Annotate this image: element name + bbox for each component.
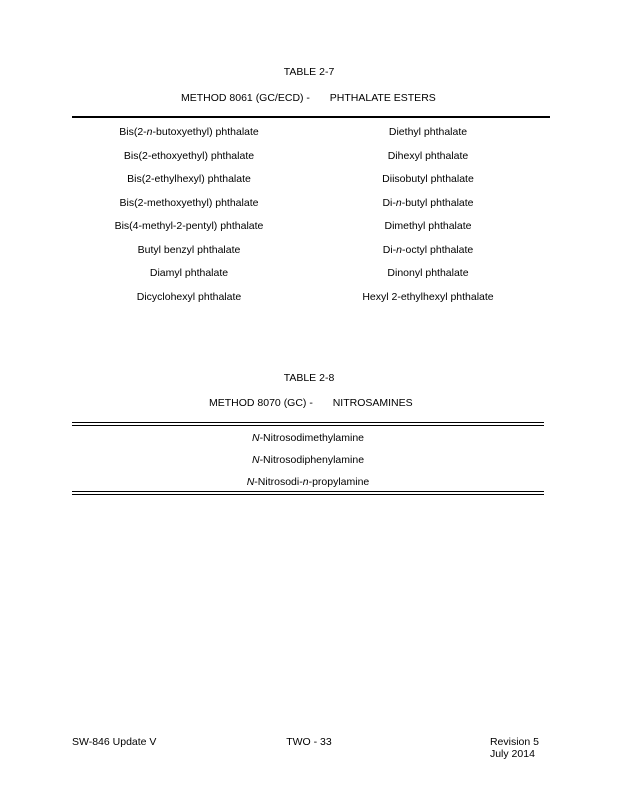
phthalate-right-item: Dihexyl phthalate xyxy=(387,149,469,162)
phthalate-left-item: Bis(2-n-butoxyethyl) phthalate xyxy=(119,126,259,138)
phthalate-right-item: Di-n-butyl phthalate xyxy=(382,196,474,209)
table-2-8-method: METHOD 8070 (GC) - xyxy=(209,397,313,409)
nitrosamine-item: N-Nitrosodi-n-propylamine xyxy=(246,476,370,488)
footer-right xyxy=(490,736,539,760)
table-2-7-caption: TABLE 2-7 xyxy=(283,66,335,78)
phthalate-right-item: Dimethyl phthalate xyxy=(384,220,472,232)
phthalate-left-item: Bis(2-methoxyethyl) phthalate xyxy=(119,196,259,209)
phthalate-right-item: Di-n-octyl phthalate xyxy=(382,243,474,256)
table-2-8-title xyxy=(209,397,413,409)
table-2-8-top-rule-1 xyxy=(72,422,544,423)
table-2-7-group: PHTHALATE ESTERS xyxy=(329,92,436,104)
footer-left: SW-846 Update V xyxy=(72,736,157,748)
phthalate-left-item: Bis(2-ethylhexyl) phthalate xyxy=(127,173,251,185)
table-2-8-group: NITROSAMINES xyxy=(332,397,413,409)
footer-date: July 2014 xyxy=(489,748,535,760)
phthalate-right-item: Diethyl phthalate xyxy=(388,126,468,138)
phthalate-right-item: Dinonyl phthalate xyxy=(387,267,469,279)
footer-revision: Revision 5 xyxy=(489,736,539,748)
nitrosamine-item: N-Nitrosodimethylamine xyxy=(251,432,365,444)
phthalate-left-item: Dicyclohexyl phthalate xyxy=(136,290,242,303)
phthalate-right-item: Hexyl 2-ethylhexyl phthalate xyxy=(362,290,494,303)
phthalate-right-item: Diisobutyl phthalate xyxy=(382,173,474,185)
table-2-7-title xyxy=(181,92,436,104)
table-2-7-top-rule xyxy=(72,116,550,118)
phthalate-left-item: Diamyl phthalate xyxy=(149,267,229,279)
table-2-8-top-rule-2 xyxy=(72,425,544,426)
phthalate-left-item: Bis(4-methyl-2-pentyl) phthalate xyxy=(114,220,264,232)
nitrosamine-item: N-Nitrosodiphenylamine xyxy=(251,454,365,466)
phthalate-left-item: Bis(2-ethoxyethyl) phthalate xyxy=(123,149,255,162)
table-2-8-bottom-rule-2 xyxy=(72,494,544,495)
table-2-8-caption: TABLE 2-8 xyxy=(283,372,335,384)
phthalate-left-item: Butyl benzyl phthalate xyxy=(137,243,241,256)
footer-page-number: TWO - 33 xyxy=(286,736,332,748)
table-2-8-bottom-rule-1 xyxy=(72,491,544,492)
table-2-7-method: METHOD 8061 (GC/ECD) - xyxy=(181,92,310,104)
